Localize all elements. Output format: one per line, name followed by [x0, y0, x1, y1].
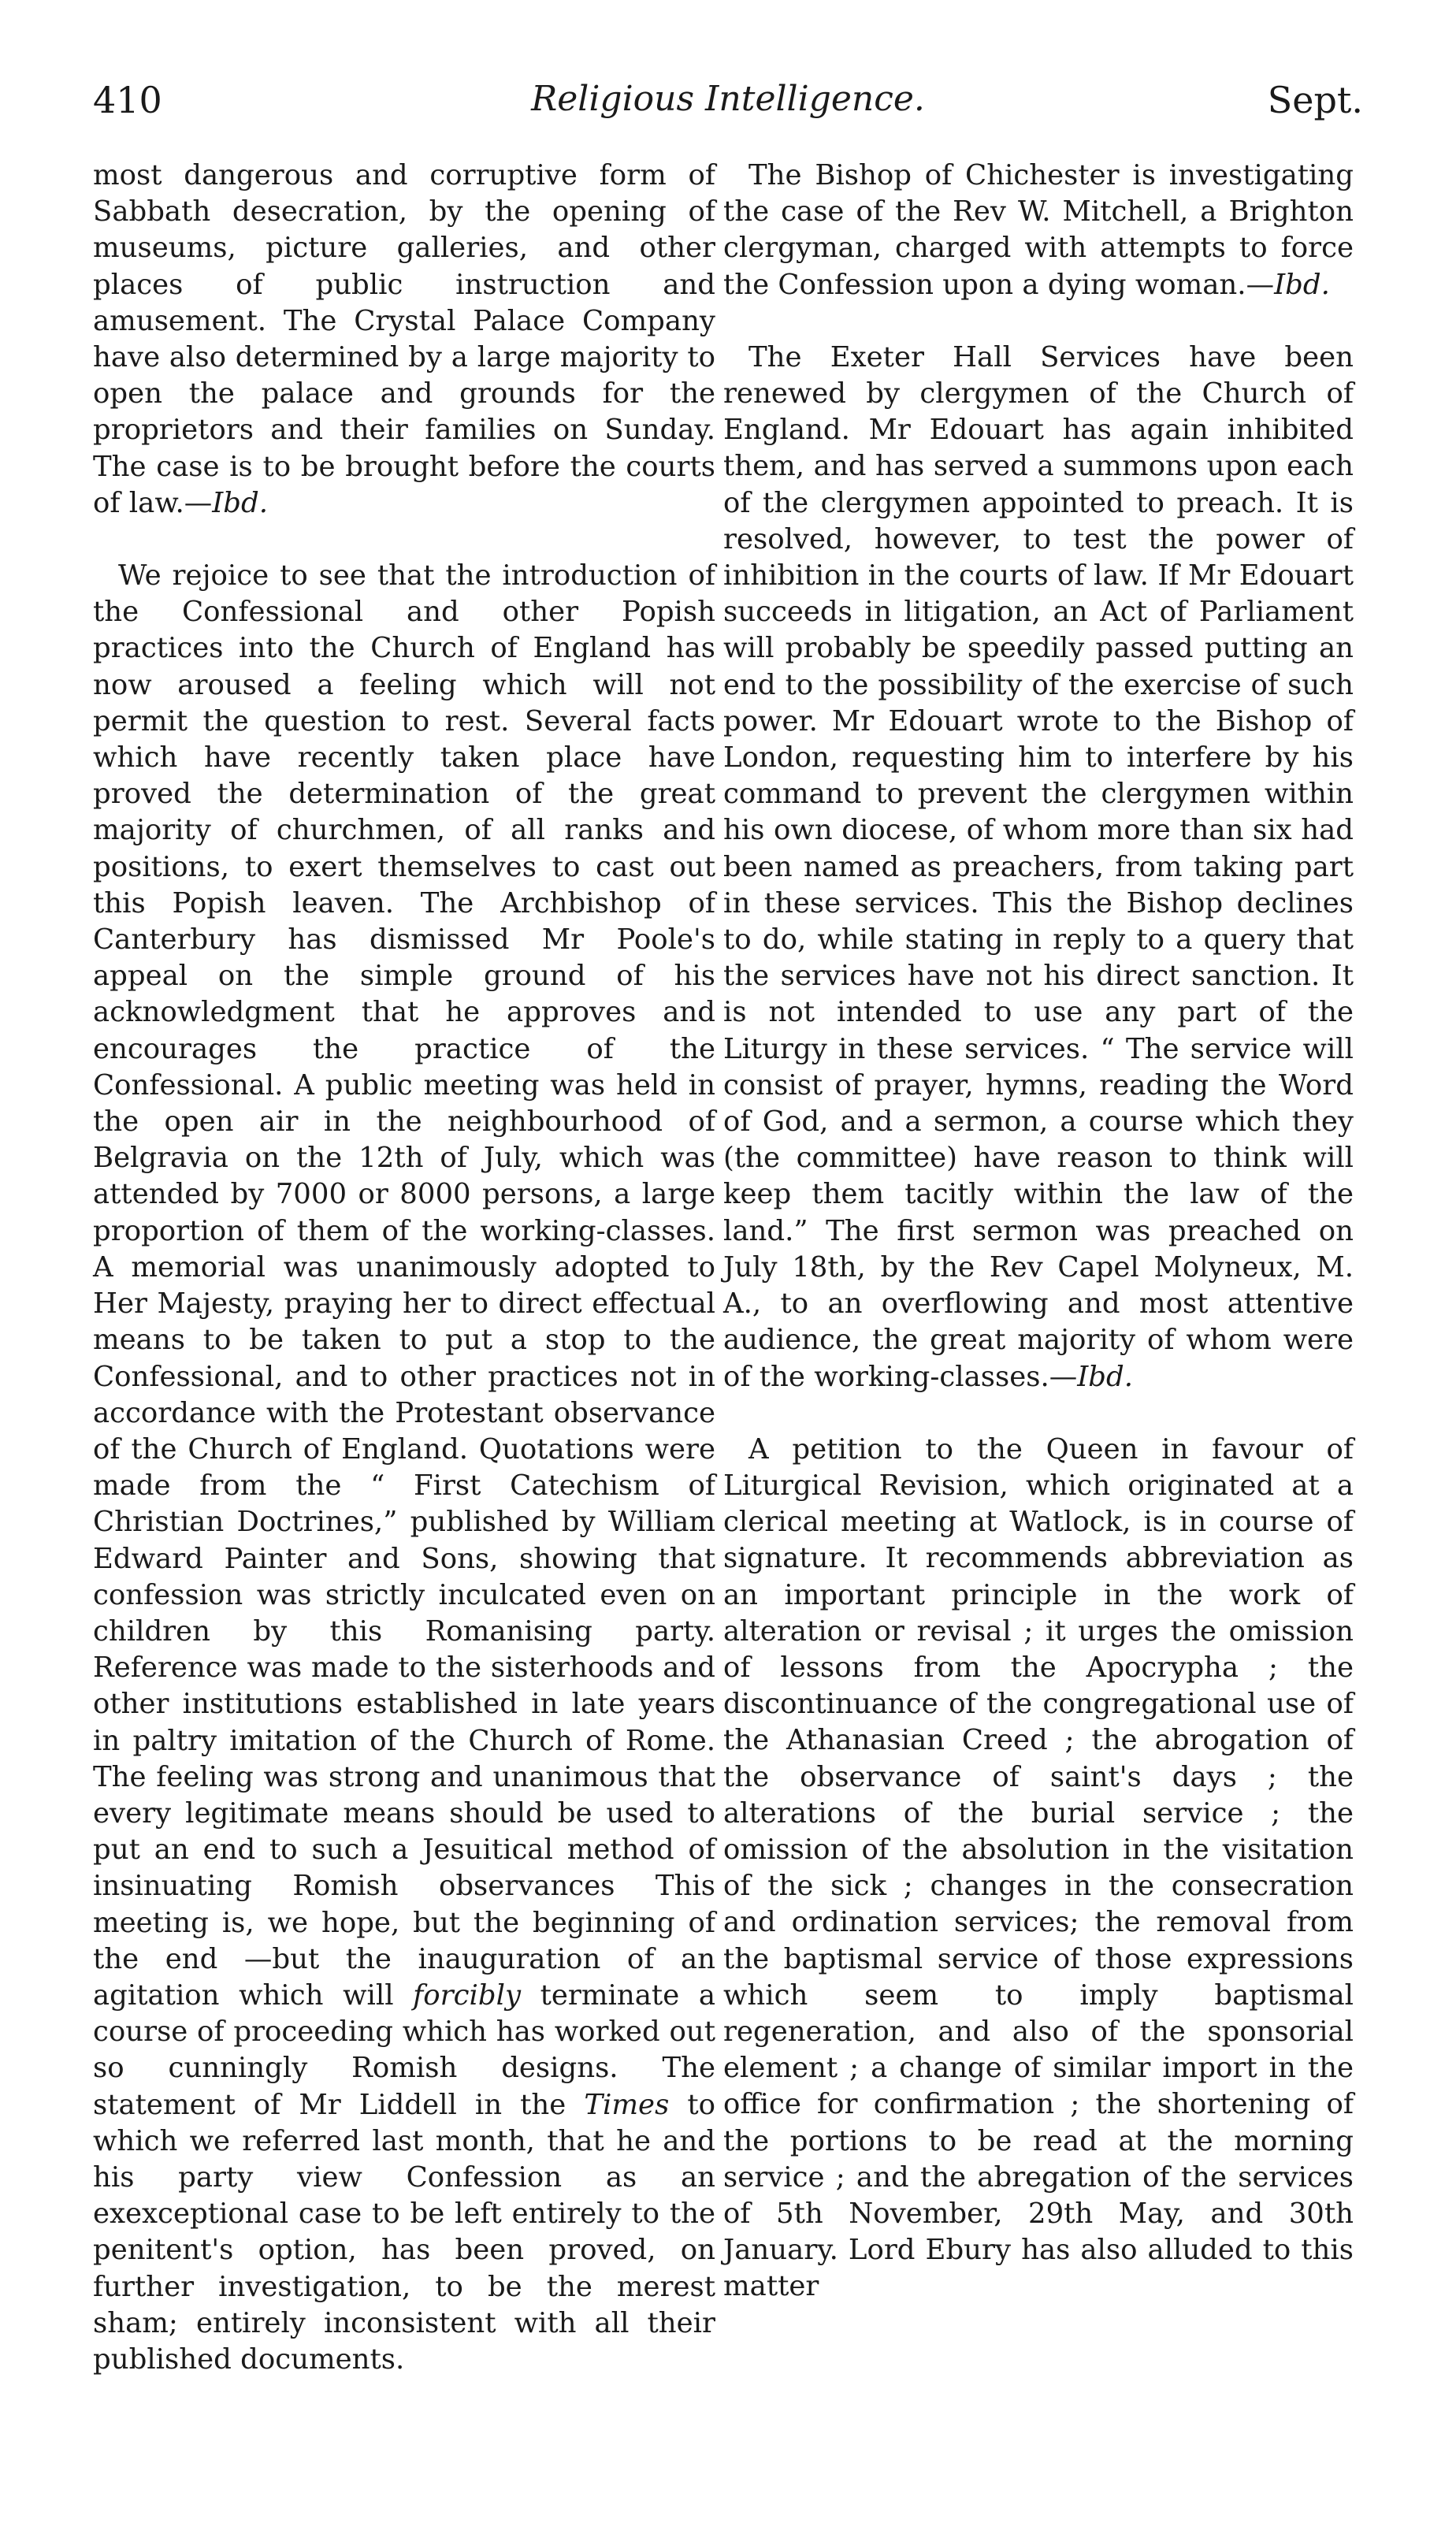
paragraph-confessional	[93, 558, 715, 2378]
paragraph-chichester	[723, 158, 1354, 303]
page-number: 410	[93, 79, 162, 121]
left-column	[93, 158, 715, 2378]
paragraph-text: The Bishop of Chichester is investigating the case of the Rev W. Mitchell, a Brighton clergyman, charged with attempts to force the Confession upon a dying woman.—	[723, 159, 1354, 301]
paragraph-liturgical-revision	[723, 1432, 1354, 2305]
paragraph-text: most dangerous and corruptive form of Sabbath desecration, by the opening of museums, picture galleries, and other places of public instruction and amusement. The Crystal Palace Company have also determined by a large majority to open the palace and grounds for the proprietors and their families on Sunday. The case is to be brought before the courts of law.—	[93, 159, 715, 519]
right-column	[723, 158, 1354, 2305]
paragraph-text: A petition to the Queen in favour of Liturgical Revision, which originated at a clerical meeting at Watlock, is in course of signature. It recommends abbreviation as an important principle in the work of alteration or revisal ; it urges the omission of lessons from the Apocrypha ; the discontinuance of the congregational use of the Athanasian Creed ; the abrogation of the observance of saint's days ; the alterations of the burial service ; the omission of the absolution in the visitation of the sick ; changes in the consecration and ordination services; the removal from the baptismal service of those expressions which seem to imply baptismal regeneration, and also of the sponsorial element ; a change of similar import in the office for confirmation ; the shortening of the portions to be read at the morning service ; and the abregation of the services of 5th November, 29th May, and 30th January. Lord Ebury has also alluded to this matter	[723, 1432, 1354, 2303]
paragraph-text: The Exeter Hall Services have been renewed by clergymen of the Church of England. Mr Edouart has again inhibited them, and has served a summons upon each of the clergymen appointed to preach. It is resolved, however, to test the power of inhibition in the courts of law. If Mr Edouart succeeds in litigation, an Act of Parliament will probably be speedily passed putting an end to the possibility of the exercise of such power. Mr Edouart wrote to the Bishop of London, requesting him to interfere by his command to prevent the clergymen within his own diocese, of whom more than six had been named as preachers, from taking part in these services. This the Bishop declines to do, while stating in reply to a query that the services have not his direct sanction. It is not intended to use any part of the Liturgy in these services. “ The service will consist of prayer, hymns, reading the Word of God, and a sermon, a course which they (the committee) have reason to think will keep them tacitly within the law of the land.” The first sermon was preached on July 18th, by the Rev Capel Molyneux, M. A., to an overflowing and most attentive audience, the great majority of whom were of the working-classes.—	[723, 340, 1354, 1393]
paragraph-text: to which we referred last month, that he and his party view Confession as an exexceptional case to be left entirely to the penitent's option, has been proved, on further investigation, to be the merest sham; entirely inconsistent with all their published documents.	[93, 2088, 715, 2376]
newspaper-title: Times	[584, 2088, 670, 2121]
paragraph-sabbath	[93, 158, 715, 522]
paragraph-exeter-hall	[723, 340, 1354, 1395]
paragraph-text: terminate a course of proceeding which has worked out so cunningly Romish designs. The statement of Mr Liddell in the	[93, 1978, 715, 2121]
page-header	[93, 79, 1363, 142]
header-month: Sept.	[1267, 79, 1363, 121]
citation: Ibd.	[212, 486, 269, 519]
citation: Ibd.	[1274, 268, 1330, 301]
running-title: Religious Intelligence.	[531, 79, 925, 119]
citation: Ibd.	[1077, 1360, 1134, 1393]
emphasis-text: forcibly	[413, 1978, 522, 2012]
paragraph-text: We rejoice to see that the introduction of the Confessional and other Popish practices into the Church of England has now aroused a feeling which will not permit the question to rest. Several facts which have recently taken place have proved the determination of the great majority of churchmen, of all ranks and positions, to exert themselves to cast out this Popish leaven. The Archbishop of Canterbury has dismissed Mr Poole's appeal on the simple ground of his acknowledgment that he approves and encourages the practice of the Confessional. A public meeting was held in the open air in the neighbourhood of Belgravia on the 12th of July, which was attended by 7000 or 8000 persons, a large proportion of them of the working-classes. A memorial was unanimously adopted to Her Majesty, praying her to direct effectual means to be taken to put a stop to the Confessional, and to other practices not in accordance with the Protestant observance of the Church of England. Quotations were made from the “ First Catechism of Christian Doctrines,” published by William Edward Painter and Sons, showing that confession was strictly inculcated even on children by this Romanising party. Reference was made to the sisterhoods and other institutions established in late years in paltry imitation of the Church of Rome. The feeling was strong and unanimous that every legitimate means should be used to put an end to such a Jesuitical method of insinuating Romish observances This meeting is, we hope, but the beginning of the end —but the inauguration of an agitation which will	[93, 559, 715, 2012]
